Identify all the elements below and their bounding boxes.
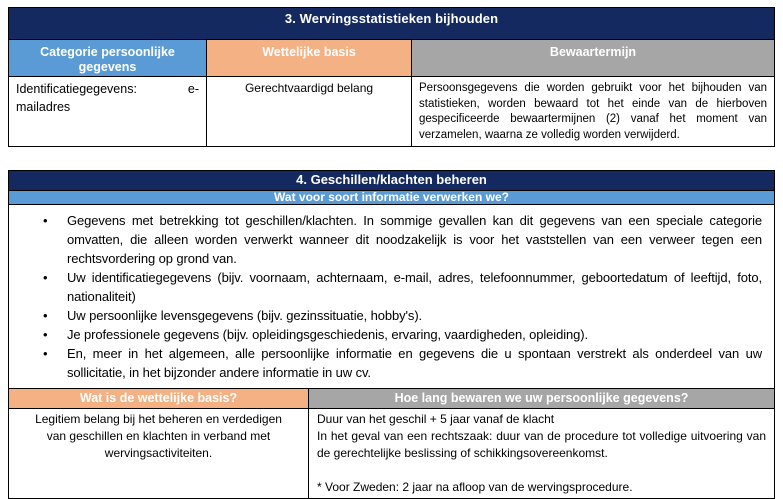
- table3-cell-wettelijke-basis: Gerechtvaardigd belang: [206, 77, 411, 146]
- retention-line: In het geval van een rechtszaak: duur van de procedure tot volledige uitvoering van de gerechtelijke beslissing of schikkingsovereenkomst.: [317, 429, 766, 460]
- table4-info-list: [9, 204, 774, 388]
- list-item: [37, 306, 762, 325]
- table4-title: 4. Geschillen/klachten beheren: [296, 172, 487, 187]
- list-item: [37, 268, 762, 306]
- list-item-text: • Gegevens met betrekking tot geschillen/klachten. In sommige gevallen kan dit gegevens van een speciale categorie omvatten, die alleen worden verwerkt wanneer dit noodzakelijk is voor het vaststellen van een verweer tegen een rechtsvordering op grond van.: [67, 213, 762, 266]
- table4-header-bewaartermijn: Hoe lang bewaren we uw persoonlijke gegevens?: [308, 389, 774, 408]
- table4-title-row: [9, 171, 774, 190]
- table3-title: 3. Wervingsstatistieken bijhouden: [284, 11, 499, 26]
- table3-cell-bewaartermijn: Persoonsgegevens die worden gebruikt voor het bijhouden van statistieken, worden bewaard tot het einde van de hierboven gespecificeerde bewaartermijnen (2) vanaf het moment van verzamelen, waarna ze volledig worden verwijderd.: [411, 77, 774, 146]
- table-geschillen-klachten: [8, 170, 775, 499]
- table4-header-row: [9, 388, 774, 408]
- table3-data-row: [9, 76, 774, 146]
- table3-header-bewaartermijn: Bewaartermijn: [411, 40, 774, 76]
- list-item-text: • Uw identificatiegegevens (bijv. voornaam, achternaam, e-mail, adres, telefoonnummer, geboortedatum of leeftijd, foto, nationaliteit): [67, 270, 762, 304]
- table4-subtitle-row: [9, 190, 774, 204]
- retention-line: Duur van het geschil + 5 jaar vanaf de klacht: [317, 412, 555, 426]
- table3-title-row: [9, 8, 774, 39]
- list-item: [37, 211, 762, 268]
- list-item-text: • En, meer in het algemeen, alle persoonlijke informatie en gegevens die u spontaan verstrekt als onderdeel van uw sollicitatie, in het bijzonder andere informatie in uw cv.: [67, 346, 762, 380]
- table3-header-row: [9, 39, 774, 76]
- list-item: [37, 344, 762, 382]
- table-wervingsstatistieken: [8, 7, 775, 147]
- table4-cell-wettelijke-basis: Legitiem belang bij het beheren en verdedigen van geschillen en klachten in verband met wervingsactiviteiten.: [35, 412, 282, 460]
- list-item-text: • Uw persoonlijke levensgegevens (bijv. gezinssituatie, hobby's).: [67, 308, 423, 323]
- list-item: [37, 325, 762, 344]
- table3-header-categorie: Categorie persoonlijke gegevens: [9, 40, 206, 76]
- table4-subtitle: Wat voor soort informatie verwerken we?: [274, 190, 509, 204]
- list-item-text: • Je professionele gegevens (bijv. opleidingsgeschiedenis, ervaring, vaardigheden, opleiding).: [67, 327, 589, 342]
- table4-cell-bewaartermijn: [308, 409, 774, 498]
- table3-header-wettelijke-basis: Wettelijke basis: [206, 40, 411, 76]
- table4-header-wettelijke-basis: Wat is de wettelijke basis?: [9, 389, 308, 408]
- retention-note-sweden: * Voor Zweden: 2 jaar na afloop van de wervingsprocedure.: [317, 480, 633, 494]
- table4-data-row: [9, 408, 774, 498]
- table3-cell-categorie: Identificatiegegevens: e-mailadres: [16, 82, 199, 114]
